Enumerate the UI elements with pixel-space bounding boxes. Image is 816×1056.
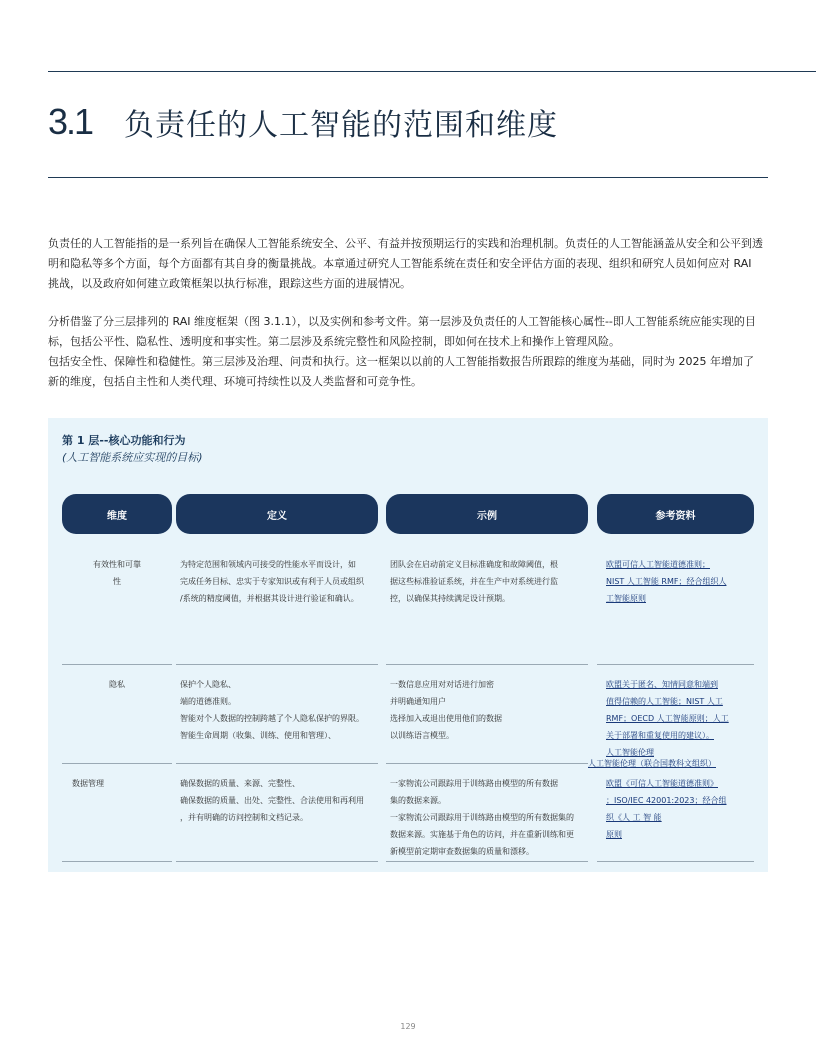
row-1-example-line: 团队会在启动前定义目标准确度和故障阈值，根 xyxy=(390,560,558,569)
row-2-example-line: 并明确通知用户 xyxy=(390,697,446,706)
row-divider xyxy=(597,664,754,665)
row-2-example xyxy=(390,676,590,744)
row-divider xyxy=(176,664,378,665)
row-1-definition-line: 完成任务目标、忠实于专家知识或有利于人员或组织 xyxy=(180,577,364,586)
row-divider xyxy=(597,861,754,862)
row-2-definition-line: 端的道德准则。 xyxy=(180,697,236,706)
row-1-example-line: 据这些标准验证系统，并在生产中对系统进行监 xyxy=(390,577,558,586)
column-header-references: 参考资料 xyxy=(597,494,754,534)
reference-link[interactable]: NIST 人工智能 RMF；经合组织人 xyxy=(606,577,727,586)
reference-link[interactable]: 原则 xyxy=(606,830,622,839)
reference-link[interactable]: 值得信赖的人工智能；NIST 人工 xyxy=(606,697,723,706)
reference-link[interactable]: 欧盟关于匿名、知情同意和端到 xyxy=(606,680,718,689)
reference-link[interactable]: 欧盟《可信人工智能道德准则》 xyxy=(606,779,718,788)
row-divider xyxy=(62,664,172,665)
row-2-dimension-line: 隐私 xyxy=(109,680,125,689)
top-rule xyxy=(48,71,816,72)
intro-text-2a: 分析借鉴了分三层排列的 RAI 维度框架（图 3.1.1），以及实例和参考文件。第一层涉及负责任的人工智能核心属性--即人工智能系统应能实现的目标，包括公平性、隐私性、透明度和事实性。第二层涉及系统完整性和风险控制，即如何在技术上和操作上管理风险。 xyxy=(48,315,756,348)
layer-1-table-panel xyxy=(48,418,768,872)
row-3-dimension-line: 数据管理 xyxy=(72,779,104,788)
row-1-example xyxy=(390,556,590,607)
intro-paragraph-1 xyxy=(48,234,764,294)
row-1-example-line: 控，以确保其持续满足设计预期。 xyxy=(390,594,510,603)
row-1-definition xyxy=(180,556,380,607)
reference-link[interactable]: 织《人 工 智 能 xyxy=(606,813,662,822)
row-divider xyxy=(62,861,172,862)
section-heading xyxy=(48,96,558,148)
reference-link[interactable]: 工智能原则 xyxy=(606,594,646,603)
row-2-example-line: 选择加入或退出使用他们的数据 xyxy=(390,714,502,723)
row-2-dimension xyxy=(62,676,172,693)
row-3-definition-line: ，并有明确的访问控制和文档记录。 xyxy=(180,813,308,822)
row-2-definition-line: 智能对个人数据的控制跨越了个人隐私保护的界限。 xyxy=(180,714,364,723)
intro-text-1: 负责任的人工智能指的是一系列旨在确保人工智能系统安全、公平、有益并按预期运行的实践和治理机制。负责任的人工智能涵盖从安全和公平到透明和隐私等多个方面，每个方面都有其自身的衡量挑战。本章通过研究人工智能系统在责任和安全评估方面的表现、组织和研究人员如何应对 RAI 挑战，以及政府如何建立政策框架以执行标准，跟踪这些方面的进展情况。 xyxy=(48,237,763,290)
intro-paragraph-2 xyxy=(48,312,764,392)
row-divider xyxy=(386,664,588,665)
row-3-example-line: 集的数据来源。 xyxy=(390,796,446,805)
row-2-definition-line: 智能生命周期（收集、训练、使用和管理）、 xyxy=(180,731,336,740)
column-header-example: 示例 xyxy=(386,494,588,534)
row-divider xyxy=(176,861,378,862)
reference-link[interactable]: ；ISO/IEC 42001:2023；经合组 xyxy=(606,796,727,805)
panel-title: 第 1 层--核心功能和行为 xyxy=(62,434,186,447)
row-divider xyxy=(386,861,588,862)
row-divider xyxy=(176,763,378,764)
row-2-definition-line: 保护个人隐私、 xyxy=(180,680,236,689)
column-header-dimension: 维度 xyxy=(62,494,172,534)
page-number: 129 xyxy=(400,1022,416,1031)
row-2-overflow-reference[interactable] xyxy=(588,755,758,772)
reference-link[interactable]: 人工智能伦理 xyxy=(606,748,654,757)
row-3-definition xyxy=(180,775,380,826)
row-1-definition-line: /系统的精度阈值，并根据其设计进行验证和确认。 xyxy=(180,594,359,603)
reference-link[interactable]: 关于部署和重复使用的建议）。 xyxy=(606,731,714,740)
row-1-definition-line: 为特定范围和领域内可接受的性能水平而设计，如 xyxy=(180,560,356,569)
row-3-example-line: 新模型前定期审查数据集的质量和漂移。 xyxy=(390,847,534,856)
row-2-references[interactable] xyxy=(606,676,756,761)
reference-link[interactable]: RMF；OECD 人工智能原则；人工 xyxy=(606,714,729,723)
heading-rule xyxy=(48,177,768,178)
row-1-references[interactable] xyxy=(606,556,756,607)
row-3-example xyxy=(390,775,590,860)
section-title: 负责任的人工智能的范围和维度 xyxy=(124,108,559,143)
row-3-definition-line: 确保数据的质量、来源、完整性、 xyxy=(180,779,300,788)
row-2-example-line: 以训练语言模型。 xyxy=(390,731,454,740)
row-divider xyxy=(386,763,588,764)
panel-subtitle: (人工智能系统应实现的目标) xyxy=(62,451,203,464)
reference-link[interactable]: 欧盟可信人工智能道德准则； xyxy=(606,560,710,569)
row-3-example-line: 数据来源。实施基于角色的访问，并在重新训练和更 xyxy=(390,830,574,839)
row-3-example-line: 一家物流公司跟踪用于训练路由模型的所有数据 xyxy=(390,779,558,788)
row-1-dimension-line: 性 xyxy=(113,577,121,586)
row-3-references[interactable] xyxy=(606,775,756,843)
row-divider xyxy=(62,763,172,764)
row-3-dimension xyxy=(72,775,172,792)
row-3-example-line: 一家物流公司跟踪用于训练路由模型的所有数据集的 xyxy=(390,813,574,822)
row-1-dimension xyxy=(62,556,172,590)
column-header-definition: 定义 xyxy=(176,494,378,534)
reference-link[interactable]: 人工智能伦理（联合国教科文组织） xyxy=(588,759,716,768)
row-3-definition-line: 确保数据的质量、出处、完整性、合法使用和再利用 xyxy=(180,796,364,805)
row-1-dimension-line: 有效性和可靠 xyxy=(93,560,141,569)
row-2-definition xyxy=(180,676,380,744)
row-2-example-line: 一数信息应用对对话进行加密 xyxy=(390,680,494,689)
intro-text-2b: 包括安全性、保障性和稳健性。第三层涉及治理、问责和执行。这一框架以以前的人工智能指数报告所跟踪的维度为基础，同时为 2025 年增加了新的维度，包括自主性和人类代理、环境可持续性以及人类监督和可竞争性。 xyxy=(48,355,754,388)
section-number: 3.1 xyxy=(48,101,93,142)
